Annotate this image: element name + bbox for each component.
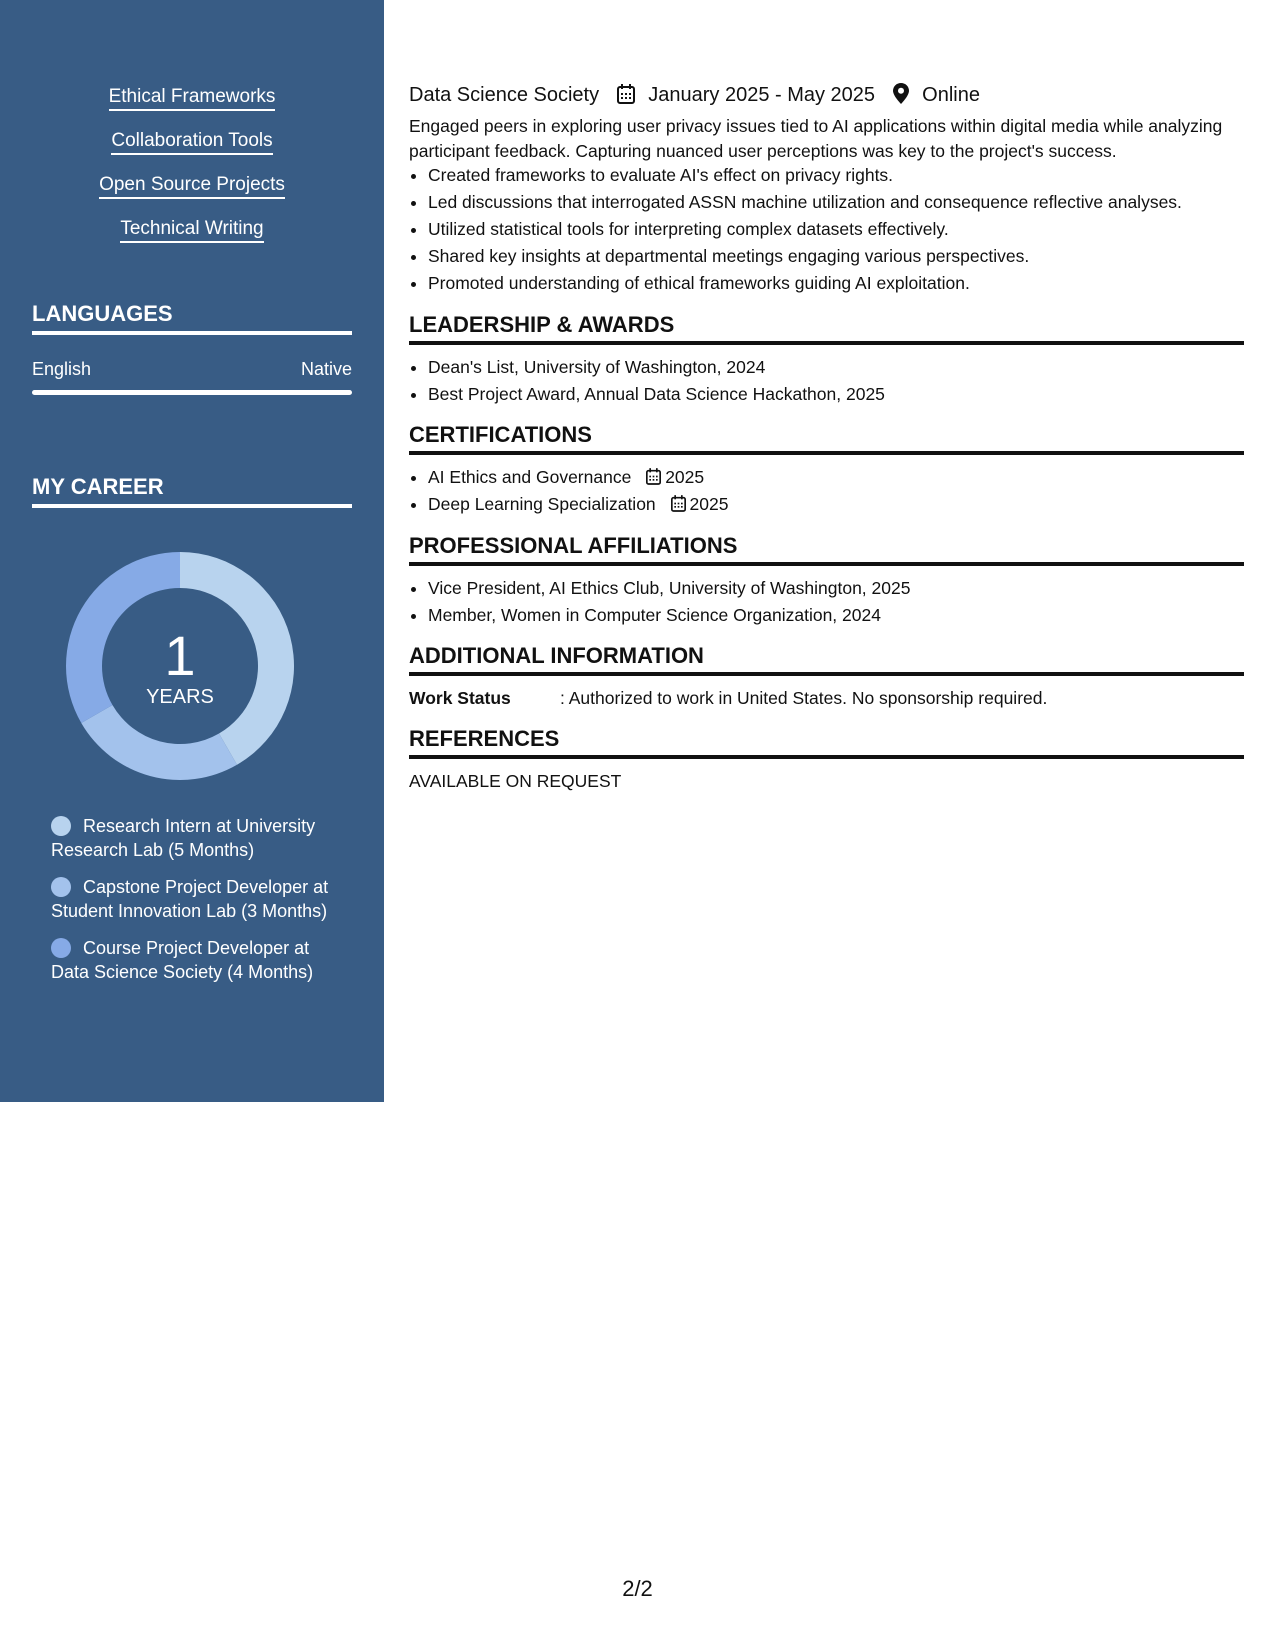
list-item: • Member, Women in Computer Science Organization, 2024	[428, 603, 1244, 628]
job-summary: Engaged peers in exploring user privacy issues tied to AI applications within digital media while analyzing participant feedback. Capturing nuanced user perceptions was key to the project's success.	[409, 116, 1223, 161]
certifications-heading: CERTIFICATIONS	[409, 422, 1244, 455]
list-item: • Dean's List, University of Washington, 2024	[428, 355, 1244, 380]
work-status-row	[409, 686, 1244, 710]
language-name: English	[32, 359, 92, 379]
skill-item: Ethical Frameworks	[0, 86, 384, 111]
legend-dot-icon	[51, 938, 71, 958]
career-total-unit: YEARS	[146, 686, 214, 708]
affiliations-heading: PROFESSIONAL AFFILIATIONS	[409, 533, 1244, 566]
legend-dot-icon	[51, 877, 71, 897]
main-content	[409, 80, 1244, 793]
career-item: Research Intern at University Research Lab (5 Months)	[51, 816, 316, 860]
job-dates: January 2025 - May 2025	[648, 84, 876, 106]
job-bullets	[409, 163, 1244, 296]
career-total-value: 1	[164, 624, 196, 687]
affiliations-list	[409, 576, 1244, 628]
list-item: • Led discussions that interrogated ASSN machine utilization and consequence reflective analyses.	[428, 190, 1244, 215]
certification-date: 2025	[646, 465, 704, 490]
certification-item: • Deep Learning Specialization 2025	[428, 492, 1244, 517]
list-item: • Created frameworks to evaluate AI's effect on privacy rights.	[428, 163, 1244, 188]
certification-item: • AI Ethics and Governance 2025	[428, 465, 1244, 490]
career-total	[66, 552, 294, 780]
skill-item: Collaboration Tools	[0, 130, 384, 155]
calendar-icon	[671, 495, 686, 512]
work-status-value: : Authorized to work in United States. No sponsorship required.	[560, 688, 1048, 708]
career-legend	[51, 814, 341, 997]
leadership-heading: LEADERSHIP & AWARDS	[409, 312, 1244, 345]
list-item: • Best Project Award, Annual Data Science Hackathon, 2025	[428, 382, 1244, 407]
list-item: • Vice President, AI Ethics Club, University of Washington, 2025	[428, 576, 1244, 601]
job-header	[409, 80, 1244, 110]
leadership-list	[409, 355, 1244, 407]
career-heading: MY CAREER	[32, 474, 352, 508]
page-number: 2/2	[622, 1576, 653, 1601]
career-donut-chart	[66, 552, 294, 780]
references-text: AVAILABLE ON REQUEST	[409, 771, 622, 791]
location-pin-icon	[893, 83, 909, 113]
career-item: Capstone Project Developer at Student Innovation Lab (3 Months)	[51, 877, 329, 921]
certification-date: 2025	[671, 492, 729, 517]
languages-heading: LANGUAGES	[32, 301, 352, 335]
list-item: • Shared key insights at departmental meetings engaging various perspectives.	[428, 244, 1244, 269]
job-organization: Data Science Society	[409, 84, 600, 106]
list-item: • Utilized statistical tools for interpreting complex datasets effectively.	[428, 217, 1244, 242]
language-row	[32, 359, 352, 383]
skills-list	[0, 86, 384, 262]
language-level-bar	[32, 390, 352, 395]
calendar-icon	[617, 83, 635, 113]
list-item: • Promoted understanding of ethical frameworks guiding AI exploitation.	[428, 271, 1244, 296]
job-location: Online	[922, 84, 980, 106]
additional-info-heading: ADDITIONAL INFORMATION	[409, 643, 1244, 676]
calendar-icon	[646, 468, 661, 485]
career-item: Course Project Developer at Data Science Society (4 Months)	[51, 938, 314, 982]
certifications-list	[409, 465, 1244, 517]
work-status-label: Work Status	[409, 688, 511, 708]
legend-dot-icon	[51, 816, 71, 836]
skill-item: Technical Writing	[0, 218, 384, 243]
skill-item: Open Source Projects	[0, 174, 384, 199]
sidebar	[0, 0, 384, 1102]
language-level: Native	[300, 359, 352, 379]
references-heading: REFERENCES	[409, 726, 1244, 759]
